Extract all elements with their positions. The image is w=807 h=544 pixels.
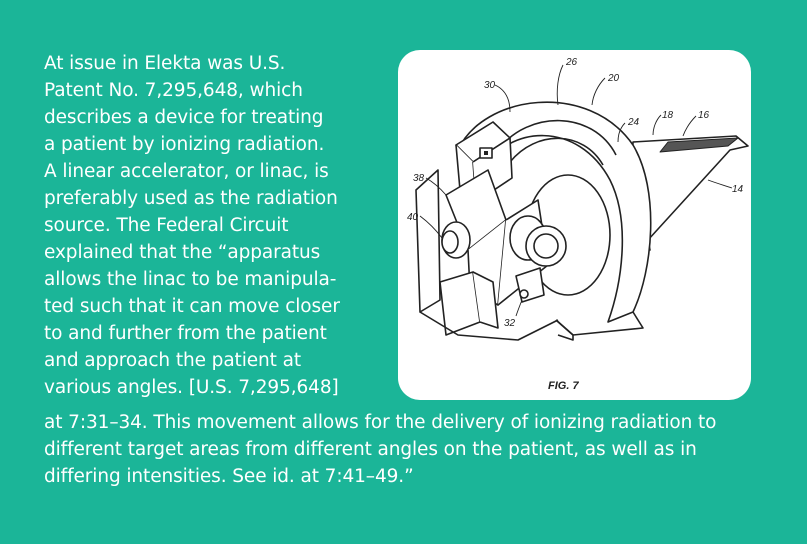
text-line: different target areas from different angles on the patient, as well as in bbox=[44, 439, 697, 460]
text-line: describes a device for treating bbox=[44, 107, 324, 128]
text-line: At issue in Elekta was U.S. bbox=[44, 53, 286, 74]
figure-caption: FIG. 7 bbox=[548, 380, 579, 392]
ref-label: 26 bbox=[566, 57, 578, 68]
text-line: source. The Federal Circuit bbox=[44, 215, 289, 236]
text-line: allows the linac to be manipula- bbox=[44, 269, 337, 290]
ref-label: 24 bbox=[628, 117, 640, 128]
text-line: ted such that it can move closer bbox=[44, 296, 340, 317]
text-line: preferably used as the radiation bbox=[44, 188, 338, 209]
ref-label: 14 bbox=[732, 184, 744, 195]
ref-label: 18 bbox=[662, 110, 674, 121]
text-line: explained that the “apparatus bbox=[44, 242, 321, 263]
text-line: differing intensities. See id. at 7:41–49.” bbox=[44, 466, 414, 487]
patent-figure-card bbox=[398, 50, 751, 400]
text-line: to and further from the patient bbox=[44, 323, 327, 344]
ref-label: 30 bbox=[484, 80, 496, 91]
ref-label: 38 bbox=[413, 173, 425, 184]
text-line: various angles. [U.S. 7,295,648] bbox=[44, 377, 339, 398]
text-line: a patient by ionizing radiation. bbox=[44, 134, 325, 155]
text-line: and approach the patient at bbox=[44, 350, 301, 371]
ref-label: 32 bbox=[504, 318, 516, 329]
ref-label: 16 bbox=[698, 110, 710, 121]
ref-label: 40 bbox=[407, 212, 419, 223]
base-frame bbox=[416, 170, 440, 312]
text-line: Patent No. 7,295,648, which bbox=[44, 80, 303, 101]
base-block bbox=[440, 272, 480, 335]
text-line: at 7:31–34. This movement allows for the delivery of ionizing radiation to bbox=[44, 412, 717, 433]
text-line: A linear accelerator, or linac, is bbox=[44, 161, 329, 182]
patent-drawing bbox=[398, 50, 751, 400]
ref-label: 20 bbox=[608, 73, 620, 84]
